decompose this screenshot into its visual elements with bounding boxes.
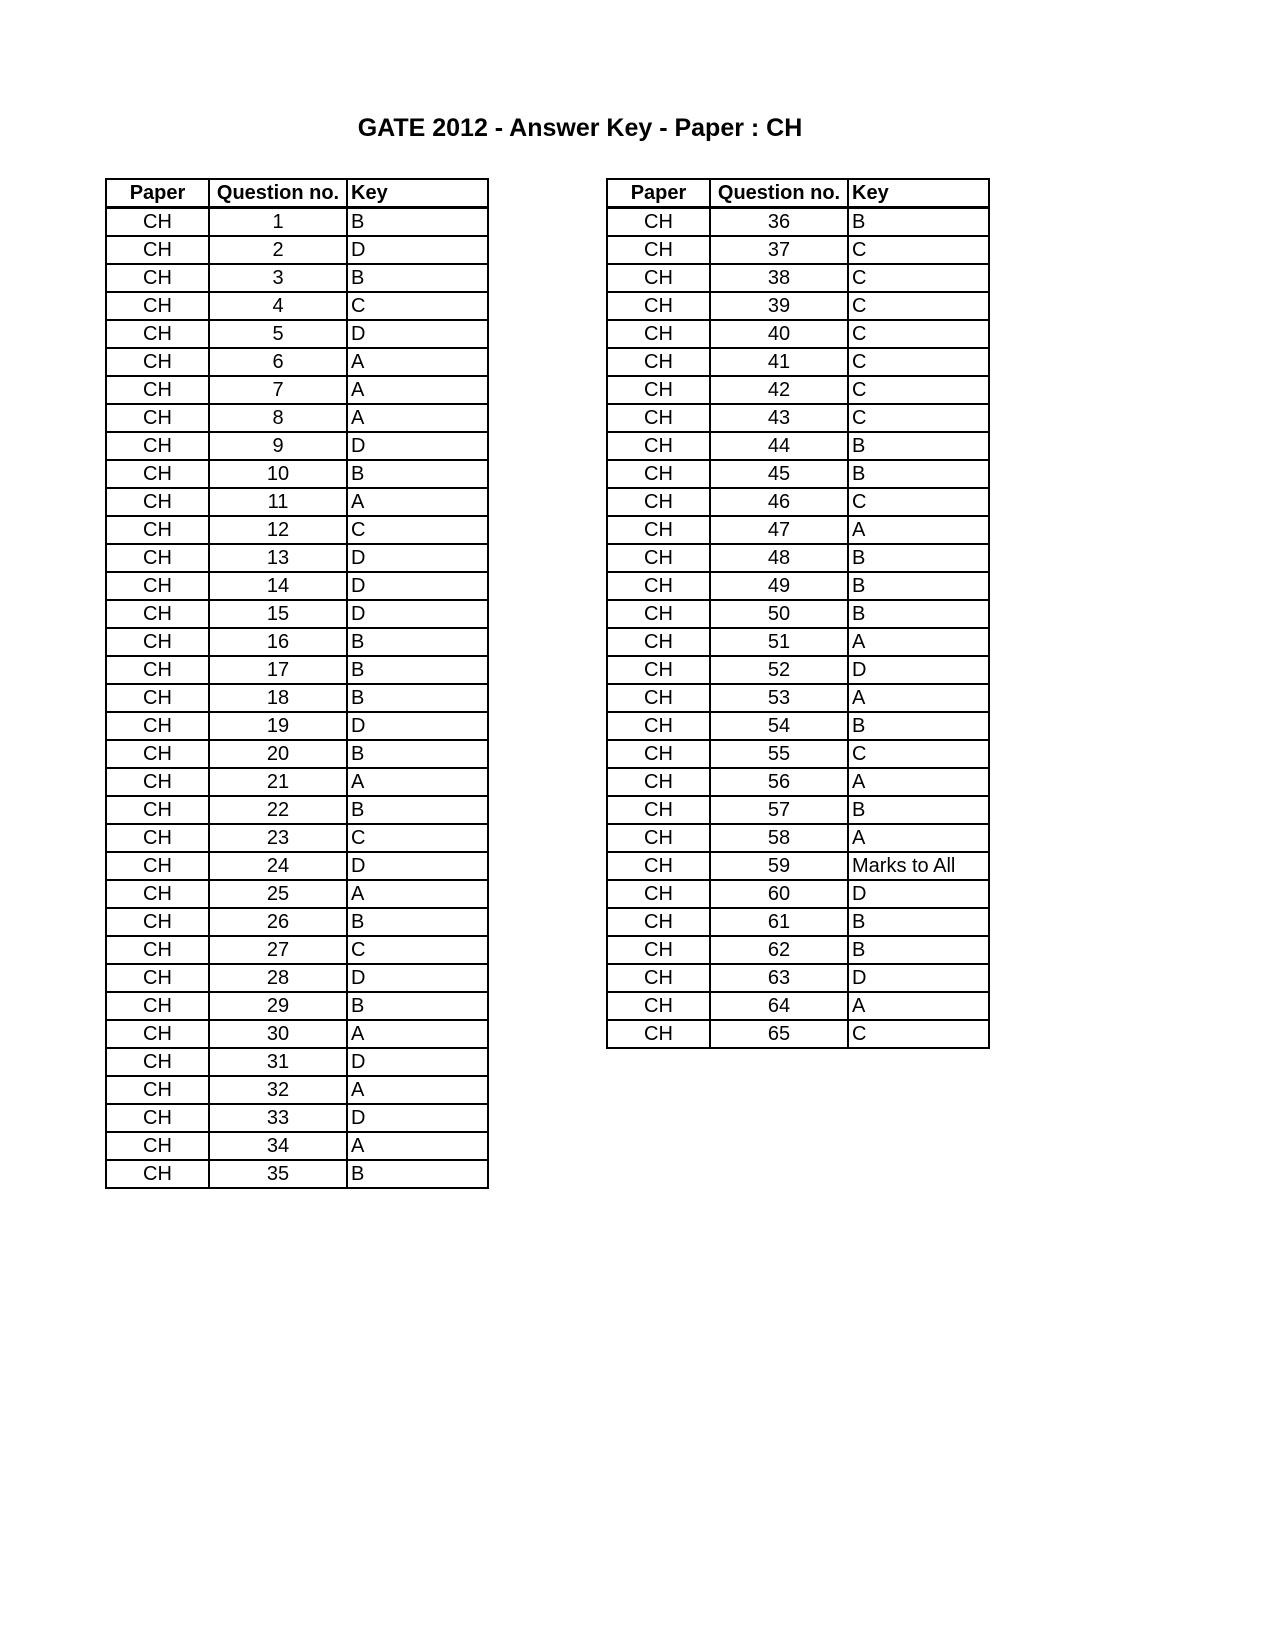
table-row xyxy=(607,908,989,936)
cell-question-no: 28 xyxy=(209,964,347,992)
cell-paper: CH xyxy=(106,824,209,852)
cell-key: D xyxy=(848,656,989,684)
cell-question-no: 58 xyxy=(710,824,848,852)
cell-paper: CH xyxy=(106,572,209,600)
cell-key: B xyxy=(347,684,488,712)
cell-key: A xyxy=(347,376,488,404)
table-row xyxy=(106,740,488,768)
cell-key: D xyxy=(347,1104,488,1132)
table-row xyxy=(607,460,989,488)
cell-key: B xyxy=(848,432,989,460)
table-row xyxy=(607,768,989,796)
cell-question-no: 51 xyxy=(710,628,848,656)
cell-key: A xyxy=(347,348,488,376)
table-header-row xyxy=(607,179,989,208)
cell-paper: CH xyxy=(106,292,209,320)
cell-paper: CH xyxy=(607,740,710,768)
cell-key: B xyxy=(848,460,989,488)
table-row xyxy=(106,628,488,656)
cell-paper: CH xyxy=(607,964,710,992)
cell-question-no: 65 xyxy=(710,1020,848,1048)
table-row xyxy=(106,964,488,992)
cell-key: A xyxy=(347,1132,488,1160)
cell-question-no: 42 xyxy=(710,376,848,404)
cell-key: D xyxy=(347,964,488,992)
table-row xyxy=(106,264,488,292)
cell-key: A xyxy=(347,1020,488,1048)
cell-paper: CH xyxy=(106,1076,209,1104)
table-row xyxy=(607,516,989,544)
answer-table-right xyxy=(606,178,990,1049)
cell-key: C xyxy=(848,292,989,320)
cell-key: D xyxy=(347,1048,488,1076)
table-row xyxy=(106,460,488,488)
cell-key: B xyxy=(848,796,989,824)
cell-key: D xyxy=(347,852,488,880)
cell-question-no: 64 xyxy=(710,992,848,1020)
cell-key: B xyxy=(848,936,989,964)
cell-key: C xyxy=(347,516,488,544)
cell-key: A xyxy=(848,992,989,1020)
table-row xyxy=(106,908,488,936)
cell-question-no: 46 xyxy=(710,488,848,516)
cell-key: D xyxy=(347,600,488,628)
cell-key: B xyxy=(347,796,488,824)
cell-key: B xyxy=(347,208,488,237)
table-row xyxy=(106,1048,488,1076)
cell-paper: CH xyxy=(607,292,710,320)
table-row xyxy=(607,348,989,376)
table-row xyxy=(106,376,488,404)
table-row xyxy=(106,684,488,712)
cell-question-no: 43 xyxy=(710,404,848,432)
cell-question-no: 63 xyxy=(710,964,848,992)
table-row xyxy=(106,600,488,628)
cell-paper: CH xyxy=(106,320,209,348)
cell-question-no: 2 xyxy=(209,236,347,264)
header-paper: Paper xyxy=(607,179,710,208)
cell-key: C xyxy=(848,1020,989,1048)
table-row xyxy=(106,936,488,964)
cell-paper: CH xyxy=(607,320,710,348)
cell-question-no: 19 xyxy=(209,712,347,740)
header-paper: Paper xyxy=(106,179,209,208)
cell-key: B xyxy=(347,628,488,656)
cell-question-no: 13 xyxy=(209,544,347,572)
cell-question-no: 33 xyxy=(209,1104,347,1132)
cell-key: A xyxy=(347,880,488,908)
cell-paper: CH xyxy=(106,712,209,740)
cell-key: A xyxy=(848,824,989,852)
table-row xyxy=(106,712,488,740)
cell-question-no: 36 xyxy=(710,208,848,237)
cell-paper: CH xyxy=(106,852,209,880)
cell-paper: CH xyxy=(106,516,209,544)
cell-paper: CH xyxy=(607,656,710,684)
cell-question-no: 50 xyxy=(710,600,848,628)
cell-question-no: 61 xyxy=(710,908,848,936)
cell-paper: CH xyxy=(106,544,209,572)
cell-key: B xyxy=(347,908,488,936)
cell-paper: CH xyxy=(607,600,710,628)
cell-paper: CH xyxy=(607,936,710,964)
cell-paper: CH xyxy=(607,768,710,796)
cell-key: B xyxy=(347,740,488,768)
cell-key: B xyxy=(848,208,989,237)
cell-paper: CH xyxy=(106,348,209,376)
cell-paper: CH xyxy=(607,712,710,740)
cell-key: Marks to All xyxy=(848,852,989,880)
table-row xyxy=(607,936,989,964)
cell-question-no: 55 xyxy=(710,740,848,768)
cell-paper: CH xyxy=(607,432,710,460)
cell-question-no: 14 xyxy=(209,572,347,600)
table-row xyxy=(106,656,488,684)
table-row xyxy=(106,824,488,852)
page-title: GATE 2012 - Answer Key - Paper : CH xyxy=(357,114,803,142)
table-row xyxy=(607,992,989,1020)
cell-key: D xyxy=(347,572,488,600)
cell-paper: CH xyxy=(607,404,710,432)
cell-paper: CH xyxy=(607,908,710,936)
cell-paper: CH xyxy=(106,1132,209,1160)
table-row xyxy=(607,600,989,628)
cell-paper: CH xyxy=(607,628,710,656)
table-row xyxy=(607,544,989,572)
cell-paper: CH xyxy=(106,432,209,460)
table-row xyxy=(607,208,989,237)
cell-paper: CH xyxy=(106,1160,209,1188)
cell-key: A xyxy=(848,516,989,544)
table-row xyxy=(607,488,989,516)
table-row xyxy=(607,880,989,908)
table-row xyxy=(106,208,488,237)
cell-question-no: 11 xyxy=(209,488,347,516)
table-row xyxy=(106,1160,488,1188)
cell-key: D xyxy=(347,432,488,460)
cell-question-no: 25 xyxy=(209,880,347,908)
cell-key: B xyxy=(347,656,488,684)
table-row xyxy=(106,432,488,460)
cell-paper: CH xyxy=(607,236,710,264)
cell-paper: CH xyxy=(607,544,710,572)
cell-key: B xyxy=(347,460,488,488)
cell-question-no: 49 xyxy=(710,572,848,600)
table-row xyxy=(106,1104,488,1132)
cell-question-no: 38 xyxy=(710,264,848,292)
cell-key: C xyxy=(848,264,989,292)
table-row xyxy=(607,684,989,712)
cell-key: C xyxy=(347,292,488,320)
table-row xyxy=(106,796,488,824)
cell-paper: CH xyxy=(607,1020,710,1048)
cell-question-no: 32 xyxy=(209,1076,347,1104)
cell-paper: CH xyxy=(106,684,209,712)
cell-paper: CH xyxy=(106,488,209,516)
cell-question-no: 60 xyxy=(710,880,848,908)
cell-question-no: 26 xyxy=(209,908,347,936)
table-row xyxy=(106,880,488,908)
table-row xyxy=(106,852,488,880)
cell-key: C xyxy=(848,236,989,264)
cell-paper: CH xyxy=(106,768,209,796)
cell-question-no: 24 xyxy=(209,852,347,880)
cell-paper: CH xyxy=(607,992,710,1020)
cell-question-no: 62 xyxy=(710,936,848,964)
cell-key: B xyxy=(848,544,989,572)
cell-question-no: 30 xyxy=(209,1020,347,1048)
cell-question-no: 59 xyxy=(710,852,848,880)
cell-key: A xyxy=(848,768,989,796)
cell-question-no: 44 xyxy=(710,432,848,460)
cell-key: B xyxy=(347,264,488,292)
cell-key: B xyxy=(848,908,989,936)
cell-question-no: 22 xyxy=(209,796,347,824)
cell-key: D xyxy=(848,880,989,908)
cell-question-no: 56 xyxy=(710,768,848,796)
cell-question-no: 57 xyxy=(710,796,848,824)
cell-question-no: 6 xyxy=(209,348,347,376)
cell-key: D xyxy=(347,712,488,740)
cell-question-no: 40 xyxy=(710,320,848,348)
table-row xyxy=(607,376,989,404)
table-row xyxy=(607,824,989,852)
cell-paper: CH xyxy=(106,264,209,292)
table-row xyxy=(106,236,488,264)
cell-question-no: 35 xyxy=(209,1160,347,1188)
cell-paper: CH xyxy=(607,796,710,824)
cell-question-no: 12 xyxy=(209,516,347,544)
cell-paper: CH xyxy=(607,376,710,404)
cell-paper: CH xyxy=(106,796,209,824)
table-row xyxy=(106,1020,488,1048)
header-question-no: Question no. xyxy=(209,179,347,208)
cell-key: C xyxy=(848,320,989,348)
cell-paper: CH xyxy=(106,460,209,488)
table-row xyxy=(106,348,488,376)
cell-paper: CH xyxy=(106,628,209,656)
cell-question-no: 47 xyxy=(710,516,848,544)
table-row xyxy=(607,656,989,684)
table-row xyxy=(607,264,989,292)
cell-paper: CH xyxy=(106,236,209,264)
cell-paper: CH xyxy=(607,824,710,852)
header-key: Key xyxy=(347,179,488,208)
table-row xyxy=(607,572,989,600)
cell-paper: CH xyxy=(106,376,209,404)
cell-key: C xyxy=(347,936,488,964)
cell-paper: CH xyxy=(106,1020,209,1048)
table-row xyxy=(607,796,989,824)
cell-key: C xyxy=(848,376,989,404)
table-row xyxy=(607,236,989,264)
table-row xyxy=(106,768,488,796)
header-question-no: Question no. xyxy=(710,179,848,208)
cell-key: C xyxy=(848,404,989,432)
cell-question-no: 17 xyxy=(209,656,347,684)
cell-paper: CH xyxy=(607,880,710,908)
cell-paper: CH xyxy=(106,936,209,964)
cell-question-no: 27 xyxy=(209,936,347,964)
cell-question-no: 52 xyxy=(710,656,848,684)
table-row xyxy=(106,292,488,320)
cell-question-no: 3 xyxy=(209,264,347,292)
cell-key: C xyxy=(848,348,989,376)
cell-question-no: 31 xyxy=(209,1048,347,1076)
cell-key: B xyxy=(848,600,989,628)
table-row xyxy=(607,1020,989,1048)
cell-paper: CH xyxy=(607,572,710,600)
table-row xyxy=(607,964,989,992)
table-row xyxy=(106,992,488,1020)
cell-paper: CH xyxy=(106,404,209,432)
cell-question-no: 8 xyxy=(209,404,347,432)
cell-paper: CH xyxy=(607,348,710,376)
cell-paper: CH xyxy=(106,1104,209,1132)
cell-question-no: 37 xyxy=(710,236,848,264)
table-row xyxy=(106,572,488,600)
answer-table-left xyxy=(105,178,489,1189)
cell-question-no: 21 xyxy=(209,768,347,796)
header-key: Key xyxy=(848,179,989,208)
cell-key: B xyxy=(848,712,989,740)
cell-question-no: 7 xyxy=(209,376,347,404)
cell-question-no: 18 xyxy=(209,684,347,712)
cell-question-no: 5 xyxy=(209,320,347,348)
cell-question-no: 23 xyxy=(209,824,347,852)
cell-key: D xyxy=(347,544,488,572)
cell-paper: CH xyxy=(106,992,209,1020)
cell-question-no: 4 xyxy=(209,292,347,320)
cell-paper: CH xyxy=(106,908,209,936)
table-row xyxy=(607,712,989,740)
cell-paper: CH xyxy=(607,684,710,712)
cell-key: A xyxy=(347,1076,488,1104)
cell-question-no: 45 xyxy=(710,460,848,488)
cell-paper: CH xyxy=(106,600,209,628)
cell-key: A xyxy=(848,628,989,656)
table-header-row xyxy=(106,179,488,208)
cell-paper: CH xyxy=(106,656,209,684)
cell-question-no: 41 xyxy=(710,348,848,376)
table-row xyxy=(607,432,989,460)
cell-paper: CH xyxy=(106,208,209,237)
cell-question-no: 15 xyxy=(209,600,347,628)
table-row xyxy=(607,628,989,656)
cell-question-no: 20 xyxy=(209,740,347,768)
cell-paper: CH xyxy=(106,740,209,768)
table-row xyxy=(607,740,989,768)
cell-paper: CH xyxy=(106,1048,209,1076)
cell-key: B xyxy=(347,1160,488,1188)
table-row xyxy=(106,1076,488,1104)
cell-question-no: 9 xyxy=(209,432,347,460)
cell-question-no: 29 xyxy=(209,992,347,1020)
cell-key: B xyxy=(347,992,488,1020)
cell-question-no: 48 xyxy=(710,544,848,572)
cell-question-no: 39 xyxy=(710,292,848,320)
table-row xyxy=(106,516,488,544)
table-row xyxy=(106,320,488,348)
cell-paper: CH xyxy=(607,264,710,292)
table-row xyxy=(106,1132,488,1160)
cell-key: A xyxy=(848,684,989,712)
cell-key: D xyxy=(848,964,989,992)
cell-question-no: 10 xyxy=(209,460,347,488)
cell-question-no: 54 xyxy=(710,712,848,740)
table-row xyxy=(607,404,989,432)
cell-key: A xyxy=(347,768,488,796)
cell-key: A xyxy=(347,404,488,432)
table-row xyxy=(607,320,989,348)
cell-key: C xyxy=(848,488,989,516)
table-row xyxy=(607,292,989,320)
cell-question-no: 53 xyxy=(710,684,848,712)
cell-paper: CH xyxy=(607,852,710,880)
cell-question-no: 16 xyxy=(209,628,347,656)
cell-paper: CH xyxy=(607,516,710,544)
table-row xyxy=(106,544,488,572)
cell-paper: CH xyxy=(607,488,710,516)
cell-question-no: 1 xyxy=(209,208,347,237)
cell-key: A xyxy=(347,488,488,516)
table-row xyxy=(607,852,989,880)
cell-key: D xyxy=(347,320,488,348)
cell-key: D xyxy=(347,236,488,264)
cell-question-no: 34 xyxy=(209,1132,347,1160)
cell-key: C xyxy=(848,740,989,768)
cell-key: C xyxy=(347,824,488,852)
cell-key: B xyxy=(848,572,989,600)
cell-paper: CH xyxy=(607,460,710,488)
cell-paper: CH xyxy=(106,880,209,908)
table-row xyxy=(106,404,488,432)
table-row xyxy=(106,488,488,516)
cell-paper: CH xyxy=(607,208,710,237)
cell-paper: CH xyxy=(106,964,209,992)
